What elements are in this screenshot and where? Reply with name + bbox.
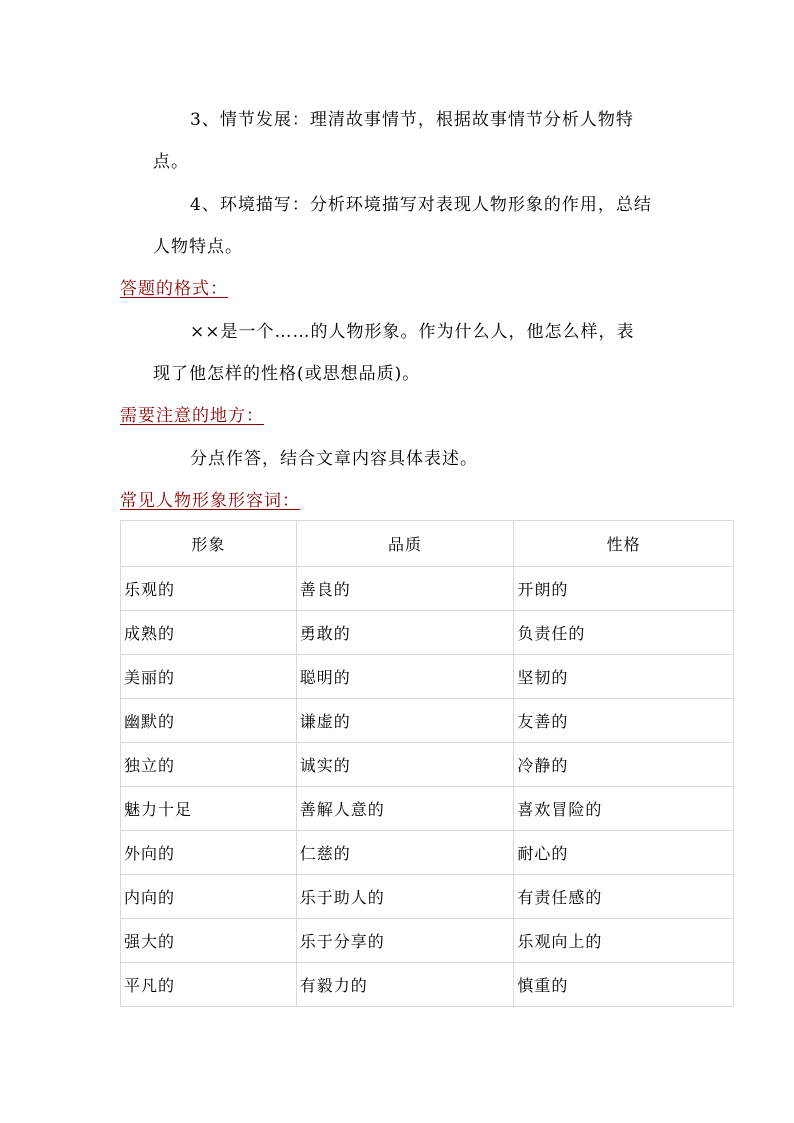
table-cell: 坚韧的 bbox=[514, 655, 734, 699]
table-cell: 魅力十足 bbox=[121, 787, 297, 831]
table-cell: 仁慈的 bbox=[296, 831, 514, 875]
heading-notice: 需要注意的地方： bbox=[120, 406, 264, 426]
header-personality: 性格 bbox=[514, 521, 734, 567]
table-cell: 负责任的 bbox=[514, 611, 734, 655]
table-cell: 诚实的 bbox=[296, 743, 514, 787]
paragraph-environment-line-2: 人物特点。 bbox=[153, 237, 243, 257]
table-cell: 乐观的 bbox=[121, 567, 297, 611]
table-cell: 平凡的 bbox=[121, 963, 297, 1007]
table-cell: 开朗的 bbox=[514, 567, 734, 611]
table-cell: 内向的 bbox=[121, 875, 297, 919]
table-cell: 乐观向上的 bbox=[514, 919, 734, 963]
table-header-row bbox=[121, 521, 734, 567]
table-cell: 外向的 bbox=[121, 831, 297, 875]
table-row bbox=[121, 567, 734, 611]
heading-character-adjectives: 常见人物形象形容词： bbox=[120, 491, 300, 511]
paragraph-environment-line-1: 4、环境描写：分析环境描写对表现人物形象的作用，总结 bbox=[190, 195, 652, 215]
table-cell: 幽默的 bbox=[121, 699, 297, 743]
table-cell: 友善的 bbox=[514, 699, 734, 743]
table-row bbox=[121, 963, 734, 1007]
table-cell: 聪明的 bbox=[296, 655, 514, 699]
paragraph-plot-line-1: 3、情节发展：理清故事情节，根据故事情节分析人物特 bbox=[190, 110, 634, 130]
table-cell: 乐于分享的 bbox=[296, 919, 514, 963]
table-cell: 美丽的 bbox=[121, 655, 297, 699]
table-row bbox=[121, 919, 734, 963]
table-cell: 冷静的 bbox=[514, 743, 734, 787]
table-row bbox=[121, 611, 734, 655]
table-row bbox=[121, 655, 734, 699]
table-cell: 强大的 bbox=[121, 919, 297, 963]
table-cell: 谦虚的 bbox=[296, 699, 514, 743]
table-cell: 有毅力的 bbox=[296, 963, 514, 1007]
table-row bbox=[121, 831, 734, 875]
table-cell: 乐于助人的 bbox=[296, 875, 514, 919]
paragraph-plot-line-2: 点。 bbox=[153, 152, 189, 172]
heading-answer-format: 答题的格式： bbox=[120, 279, 228, 299]
paragraph-notice: 分点作答，结合文章内容具体表述。 bbox=[190, 449, 478, 469]
table-cell: 独立的 bbox=[121, 743, 297, 787]
header-quality: 品质 bbox=[296, 521, 514, 567]
header-image: 形象 bbox=[121, 521, 297, 567]
table-row bbox=[121, 787, 734, 831]
table-cell: 慎重的 bbox=[514, 963, 734, 1007]
paragraph-format-line-2: 现了他怎样的性格(或思想品质)。 bbox=[153, 364, 421, 384]
character-adjectives-table bbox=[120, 520, 734, 1007]
table-cell: 勇敢的 bbox=[296, 611, 514, 655]
table-cell: 耐心的 bbox=[514, 831, 734, 875]
table-cell: 善良的 bbox=[296, 567, 514, 611]
table-cell: 喜欢冒险的 bbox=[514, 787, 734, 831]
table-row bbox=[121, 875, 734, 919]
table-row bbox=[121, 743, 734, 787]
table-cell: 有责任感的 bbox=[514, 875, 734, 919]
table-row bbox=[121, 699, 734, 743]
paragraph-format-line-1: ××是一个……的人物形象。作为什么人，他怎么样，表 bbox=[190, 322, 635, 342]
table-cell: 善解人意的 bbox=[296, 787, 514, 831]
table-cell: 成熟的 bbox=[121, 611, 297, 655]
